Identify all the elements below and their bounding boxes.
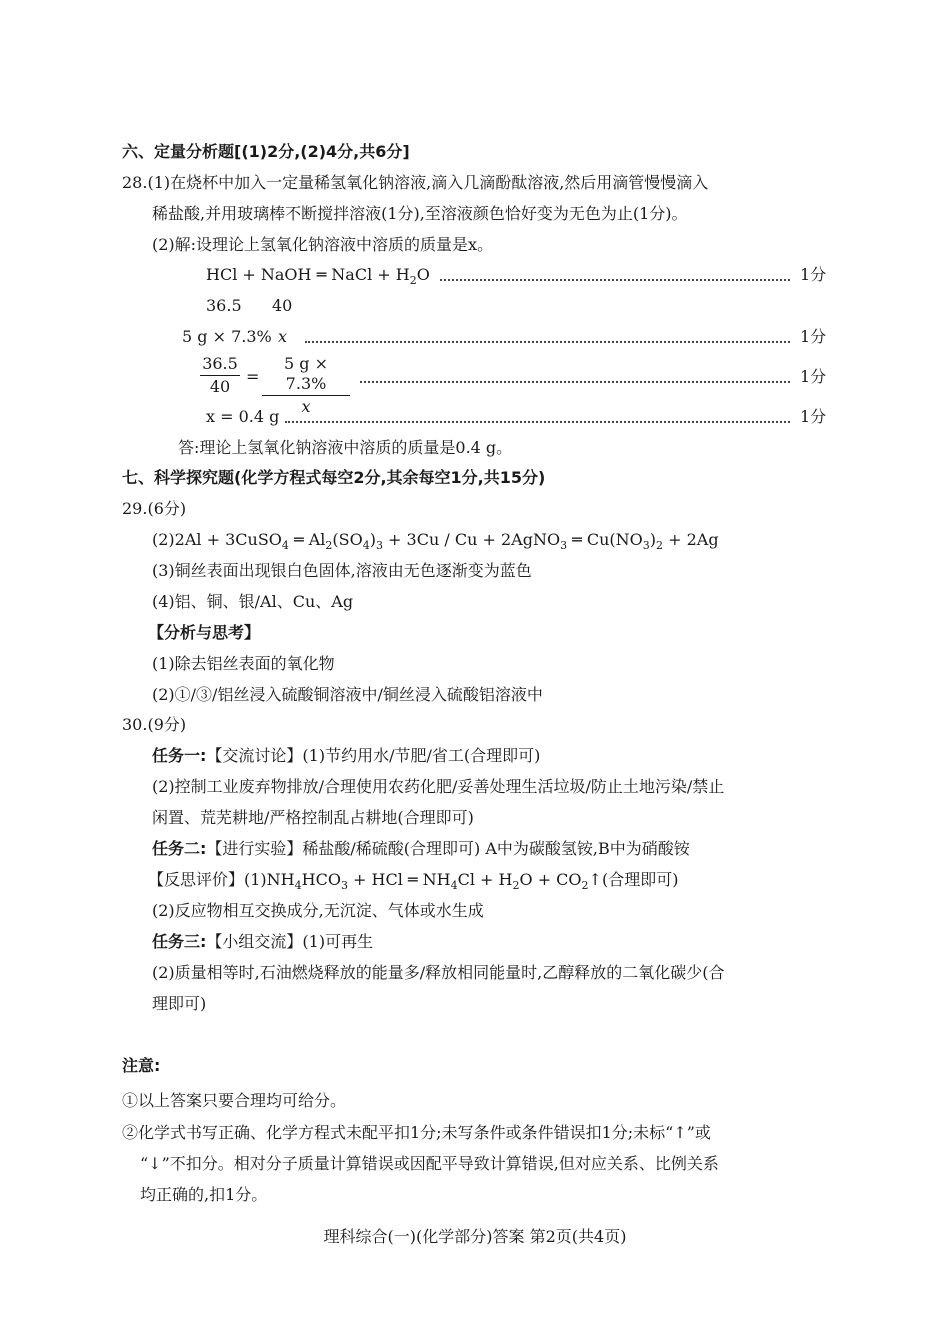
q30-task1: 任务一:【交流讨论】(1)节约用水/节肥/省工(合理即可) bbox=[152, 746, 541, 765]
q30-t3-2a: (2)质量相等时,石油燃烧释放的能量多/释放相同能量时,乙醇释放的二氧化碳少(合 bbox=[152, 963, 725, 982]
q28-line1: 28.(1)在烧杯中加入一定量稀氢氧化钠溶液,滴入几滴酚酞溶液,然后用滴管慢慢滴入 bbox=[122, 173, 709, 192]
leader-dots bbox=[360, 381, 790, 383]
fraction-right-denominator: x bbox=[301, 397, 311, 416]
score-3: 1分 bbox=[800, 367, 827, 386]
result-x: x = 0.4 g bbox=[206, 407, 280, 426]
notes-title: 注意: bbox=[122, 1056, 161, 1075]
q30-r2: (2)反应物相互交换成分,无沉淀、气体或水生成 bbox=[152, 901, 484, 920]
q29-equations: (2)2Al + 3CuSO$_4$ ═ $Al_2(SO_4)_3 + 3Cu / Cu$ + 2AgNO$_3$ ═ $Cu(NO_3)_2 + 2Ag$ bbox=[152, 530, 719, 553]
note-2c: 均正确的,扣1分。 bbox=[140, 1185, 268, 1204]
page-footer: 理科综合(一)(化学部分)答案 第2页(共4页) bbox=[323, 1227, 627, 1246]
q30-head: 30.(9分) bbox=[122, 715, 187, 734]
q28-equation: HCl + NaOH ═ NaCl + $H_2O$ bbox=[206, 265, 430, 288]
q29-analysis: 【分析与思考】 bbox=[148, 623, 261, 642]
fraction-left-numerator: 36.5 bbox=[202, 354, 238, 373]
q29-l4: (4)铝、铜、银/Al、Cu、Ag bbox=[152, 592, 354, 611]
q30-t1-2a: (2)控制工业废弃物排放/合理使用农药化肥/妥善处理生活垃圾/防止土地污染/禁止 bbox=[152, 777, 725, 796]
fraction-left-denominator: 40 bbox=[209, 377, 231, 396]
section-7-title: 七、科学探究题(化学方程式每空2分,其余每空1分,共15分) bbox=[122, 468, 546, 487]
score-2: 1分 bbox=[800, 327, 827, 346]
mass-hcl: 36.5 bbox=[206, 296, 242, 315]
fraction-left bbox=[200, 354, 240, 397]
q29-l3: (3)铜丝表面出现银白色固体,溶液由无色逐渐变为蓝色 bbox=[152, 561, 532, 580]
q30-reflection: 【反思评价】$(1)NH_4HCO_3$ + HCl ═ $NH_4Cl + H_2O$ + $CO_2↑$(合理即可) bbox=[148, 870, 679, 893]
q29-a1: (1)除去铝丝表面的氧化物 bbox=[152, 654, 335, 673]
q28-line3: (2)解:设理论上氢氧化钠溶液中溶质的质量是x。 bbox=[152, 235, 494, 254]
equals-sign: = bbox=[246, 367, 260, 386]
q30-task2: 任务二:【进行实验】稀盐酸/稀硫酸(合理即可) A中为碳酸氢铵,B中为硝酸铵 bbox=[152, 839, 690, 858]
q28-line2: 稀盐酸,并用玻璃棒不断搅拌溶液(1分),至溶液颜色恰好变为无色为止(1分)。 bbox=[152, 204, 688, 223]
leader-dots bbox=[285, 421, 790, 423]
fraction-bar bbox=[200, 375, 240, 376]
q29-head: 29.(6分) bbox=[122, 499, 187, 518]
fraction-right-numerator: 5 g × 7.3% bbox=[284, 354, 328, 393]
unknown-x: x bbox=[278, 327, 288, 346]
note-1: ①以上答案只要合理均可给分。 bbox=[122, 1091, 347, 1110]
q30-task3: 任务三:【小组交流】(1)可再生 bbox=[152, 932, 374, 951]
note-2b: “↓”不扣分。相对分子质量计算错误或因配平导致计算错误,但对应关系、比例关系 bbox=[140, 1154, 719, 1173]
q30-t3-2b: 理即可) bbox=[152, 994, 207, 1013]
q29-a2: (2)①/③/铝丝浸入硫酸铜溶液中/铜丝浸入硫酸铝溶液中 bbox=[152, 685, 543, 704]
q28-answer: 答:理论上氢氧化钠溶液中溶质的质量是0.4 g。 bbox=[178, 438, 513, 457]
note-2a: ②化学式书写正确、化学方程式未配平扣1分;未写条件或条件错误扣1分;未标“↑”或 bbox=[122, 1123, 711, 1142]
given-mass: 5 g × 7.3% bbox=[182, 327, 272, 346]
score-4: 1分 bbox=[800, 407, 827, 426]
q30-t1-2b: 闲置、荒芜耕地/严格控制乱占耕地(合理即可) bbox=[152, 808, 474, 827]
section-6-title: 六、定量分析题[(1)2分,(2)4分,共6分] bbox=[122, 142, 410, 161]
score-1: 1分 bbox=[800, 265, 827, 284]
fraction-bar bbox=[262, 395, 350, 396]
leader-dots bbox=[305, 341, 790, 343]
mass-naoh: 40 bbox=[272, 296, 293, 315]
leader-dots bbox=[440, 279, 790, 281]
